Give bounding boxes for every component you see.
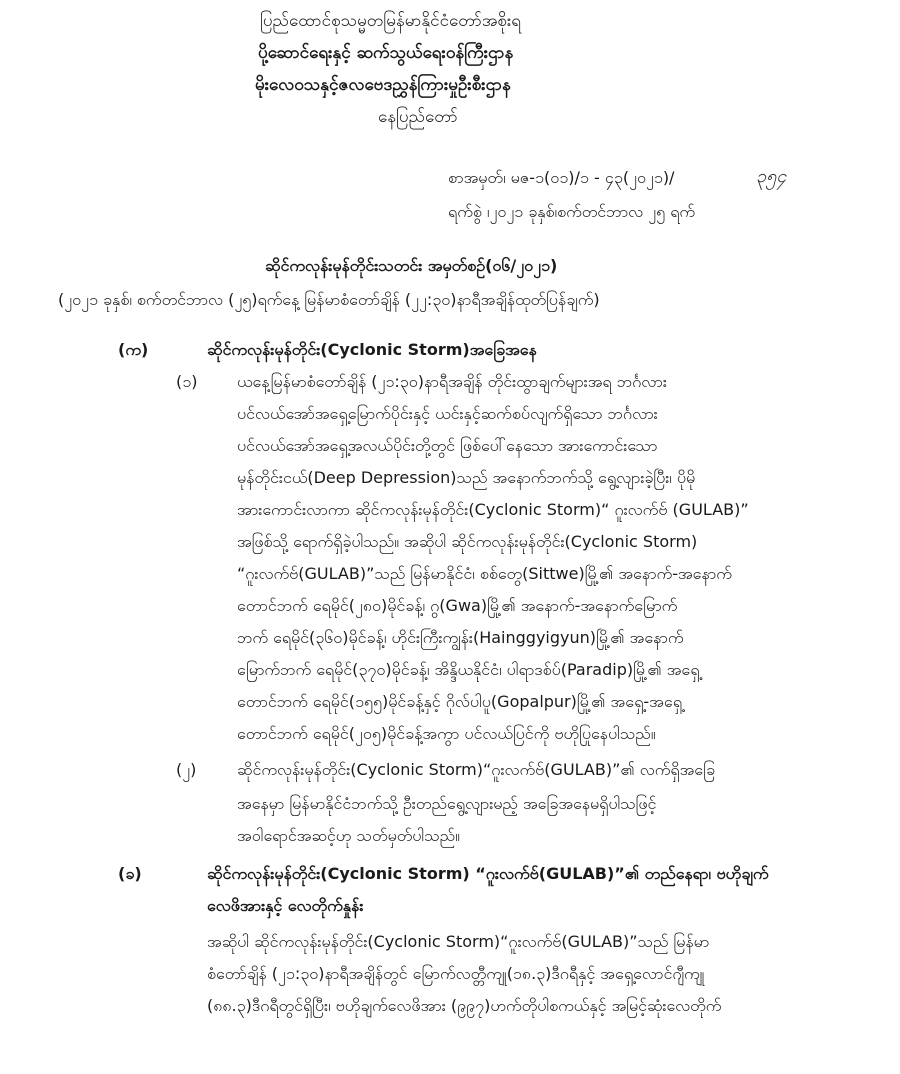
- item-1-line: အဖြစ်သို့ ရောက်ရှိခဲ့ပါသည်။ အဆိုပါ ဆိုင်ကလုန်းမုန်တိုင်း(Cyclonic Storm): [237, 532, 698, 551]
- item-1-line: အားကောင်းလာကာ ဆိုင်ကလုန်းမုန်တိုင်း(Cyclonic Storm)“ ဂူးလက်ဗ် (GULAB)”: [237, 500, 749, 519]
- section-kha-body-line: အဆိုပါ ဆိုင်ကလုန်းမုန်တိုင်း(Cyclonic Storm)“ဂူးလက်ဗ်(GULAB)”သည် မြန်မာ: [207, 932, 710, 951]
- section-kha-heading-line: ဆိုင်ကလုန်းမုန်တိုင်း(Cyclonic Storm) “ဂူးလက်ဗ်(GULAB)”၏ တည်နေရာ၊ ဗဟိုချက်: [207, 864, 769, 883]
- item-1-line: ယနေ့မြန်မာစံတော်ချိန် (၂၁:၃၀)နာရီအချိန် တိုင်းထွာချက်များအရ ဘင်္ဂလား: [237, 372, 667, 391]
- section-kha-marker: (ခ): [118, 864, 142, 883]
- section-ka-heading: ဆိုင်ကလုန်းမုန်တိုင်း(Cyclonic Storm)အခြေအနေ: [207, 340, 537, 359]
- item-1-marker: (၁): [176, 372, 198, 391]
- item-1-line: တောင်ဘက် ရေမိုင်(၂၀၅)မိုင်ခန့်အကွာ ပင်လယ်ပြင်ကို ဗဟိုပြုနေပါသည်။: [237, 724, 656, 743]
- ministry-header-line2: ပို့ဆောင်ရေးနှင့် ဆက်သွယ်ရေးဝန်ကြီးဌာန: [258, 43, 514, 63]
- ministry-header-line4: နေပြည်တော်: [378, 107, 458, 127]
- item-2-line: ဆိုင်ကလုန်းမုန်တိုင်း(Cyclonic Storm)“ဂူးလက်ဗ်(GULAB)”၏ လက်ရှိအခြေ: [237, 760, 715, 779]
- item-1-line: တောင်ဘက် ရေမိုင်(၁၅၅)မိုင်ခန့်နှင့် ဂိုလ်ပါပူ(Gopalpur)မြို့၏ အရှေ့-အရှေ့: [237, 692, 683, 711]
- item-2-line: အနေမှာ မြန်မာနိုင်ငံဘက်သို့ ဦးတည်ရွေ့လျားမည့် အခြေအနေမရှိပါသဖြင့်: [237, 794, 657, 813]
- ministry-header-line3: မိုးလေဝသနှင့်ဇလဗေဒညွှန်ကြားမှုဦးစီးဌာန: [255, 75, 511, 95]
- item-1-line: မုန်တိုင်းငယ်(Deep Depression)သည် အနောက်ဘက်သို့ ရွေ့လျားခဲ့ပြီး၊ ပိုမို: [237, 468, 696, 487]
- letter-date: ရက်စွဲ ၊၂၀၂၁ ခုနှစ်၊စက်တင်ဘာလ ၂၅ ရက်: [448, 202, 696, 221]
- letter-number: စာအမှတ်၊ မဇ-၁(၀၁)/၁ - ၄၃(၂၀၂၁)/: [448, 168, 675, 187]
- item-1-line: ပင်လယ်အော်အရှေ့အလယ်ပိုင်းတို့တွင် ဖြစ်ပေါ်နေသော အားကောင်းသော: [237, 436, 658, 455]
- item-1-line: ပင်လယ်အော်အရှေ့မြောက်ပိုင်းနှင့် ယင်းနှင့်ဆက်စပ်လျက်ရှိသော ဘင်္ဂလား: [237, 404, 658, 423]
- handwritten-number: ၃၅၄: [756, 166, 787, 187]
- item-1-line: မြောက်ဘက် ရေမိုင်(၃၇၀)မိုင်ခန့်၊ အိန္ဒိယနိုင်ငံ၊ ပါရာဒစ်ပ်(Paradip)မြို့၏ အရှေ့: [237, 660, 700, 679]
- item-1-line: တောင်ဘက် ရေမိုင်(၂၈၀)မိုင်ခန့်၊ ဂွ(Gwa)မြို့၏ အနောက်-အနောက်မြောက်: [237, 596, 678, 615]
- section-kha-body-line: (၈၈.၃)ဒီဂရီတွင်ရှိပြီး၊ ဗဟိုချက်လေဖိအား (၉၉၇)ဟက်တိုပါစကယ်နှင့် အမြင့်ဆုံးလေတိုက်: [207, 996, 722, 1015]
- section-kha-heading-line: လေဖိအားနှင့် လေတိုက်နှုန်း: [207, 896, 364, 915]
- ministry-header-line1: ပြည်ထောင်စုသမ္မတမြန်မာနိုင်ငံတော်အစိုးရ: [260, 11, 522, 31]
- bulletin-subtitle: (၂၀၂၁ ခုနှစ်၊ စက်တင်ဘာလ (၂၅)ရက်နေ့ မြန်မာစံတော်ချိန် (၂၂:၃၀)နာရီအချိန်ထုတ်ပြန်ချက်): [58, 290, 600, 309]
- bulletin-title: ဆိုင်ကလုန်းမုန်တိုင်းသတင်း အမှတ်စဉ်(၀၆/၂၀၂၁): [265, 256, 558, 275]
- section-kha-body-line: စံတော်ချိန် (၂၁:၃၀)နာရီအချိန်တွင် မြောက်လတ္တီကျု(၁၈.၃)ဒီဂရီနှင့် အရှေ့လောင်ဂျီကျု: [207, 964, 705, 983]
- item-2-line: အဝါရောင်အဆင့်ဟု သတ်မှတ်ပါသည်။: [237, 826, 460, 845]
- item-2-marker: (၂): [176, 760, 197, 779]
- item-1-line: ဘက် ရေမိုင်(၃၆၀)မိုင်ခန့်၊ ဟိုင်းကြီးကျွန်း(Hainggyigyun)မြို့၏ အနောက်: [237, 628, 684, 647]
- section-ka-marker: (က): [118, 340, 149, 359]
- item-1-line: “ဂူးလက်ဗ်(GULAB)”သည် မြန်မာနိုင်ငံ၊ စစ်တွေ(Sittwe)မြို့၏ အနောက်-အနောက်: [237, 564, 732, 583]
